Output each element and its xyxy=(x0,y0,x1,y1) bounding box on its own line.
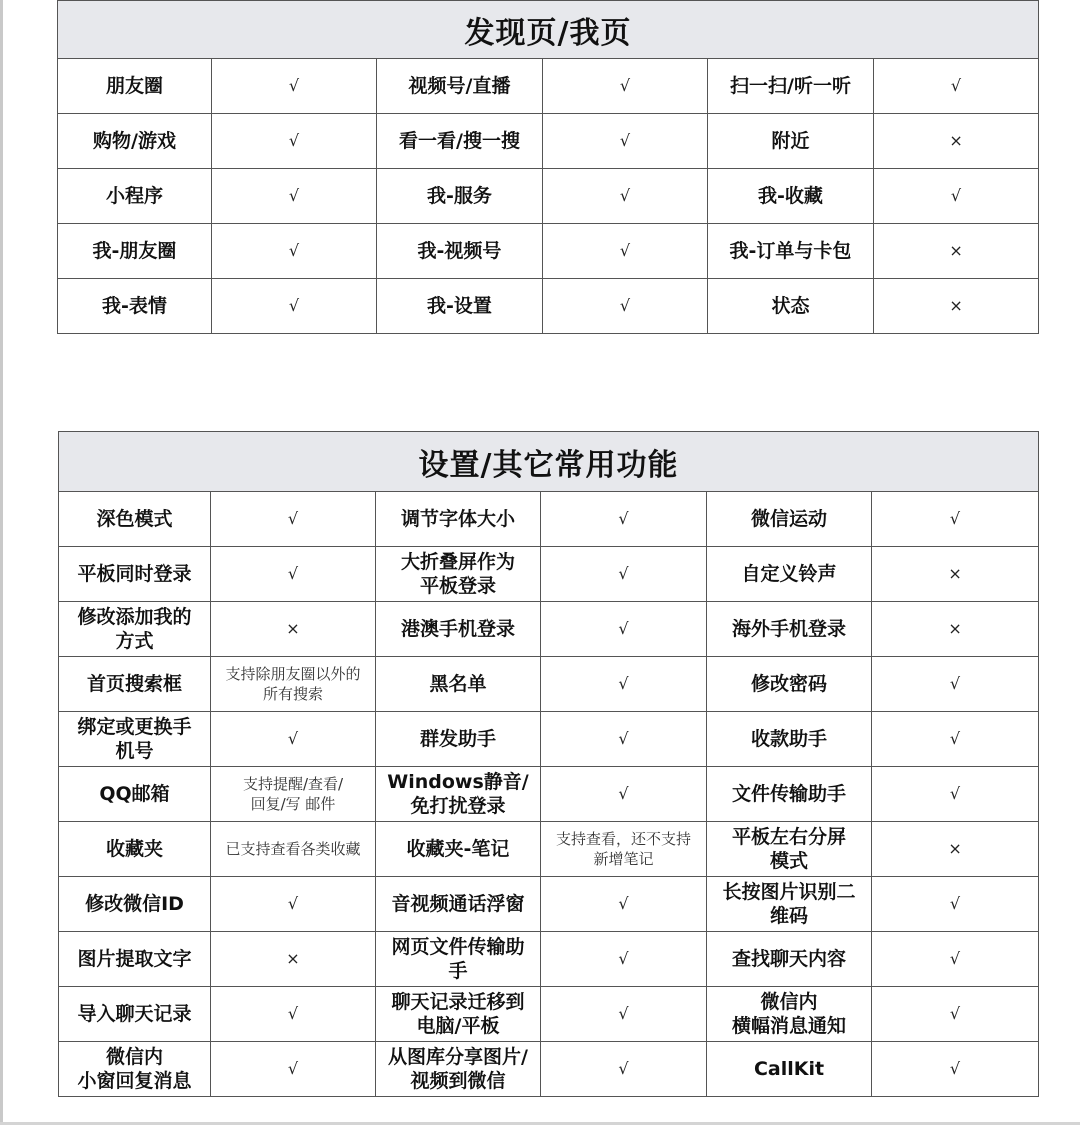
feature-name: 收款助手 xyxy=(707,712,872,767)
feature-name: 购物/游戏 xyxy=(58,114,212,169)
table-row xyxy=(59,987,1039,1042)
table-row xyxy=(59,1042,1039,1097)
feature-name: 绑定或更换手 机号 xyxy=(59,712,211,767)
feature-name: 音视频通话浮窗 xyxy=(376,877,541,932)
feature-name: 微信运动 xyxy=(707,492,872,547)
feature-name: 聊天记录迁移到 电脑/平板 xyxy=(376,987,541,1042)
feature-name: 深色模式 xyxy=(59,492,211,547)
feature-name: 平板同时登录 xyxy=(59,547,211,602)
unsupported-mark: × xyxy=(874,279,1039,334)
feature-name: 我-朋友圈 xyxy=(58,224,212,279)
feature-name: 导入聊天记录 xyxy=(59,987,211,1042)
feature-name: 港澳手机登录 xyxy=(376,602,541,657)
unsupported-mark: × xyxy=(211,602,376,657)
supported-mark: √ xyxy=(211,987,376,1042)
supported-mark: √ xyxy=(872,657,1039,712)
feature-name: 黑名单 xyxy=(376,657,541,712)
feature-name: 我-服务 xyxy=(377,169,543,224)
feature-name: 扫一扫/听一听 xyxy=(708,59,874,114)
feature-name: 微信内 小窗回复消息 xyxy=(59,1042,211,1097)
feature-name: 大折叠屏作为 平板登录 xyxy=(376,547,541,602)
support-note: 支持除朋友圈以外的 所有搜索 xyxy=(211,657,376,712)
table-row xyxy=(59,932,1039,987)
supported-mark: √ xyxy=(211,877,376,932)
supported-mark: √ xyxy=(211,1042,376,1097)
supported-mark: √ xyxy=(541,547,707,602)
feature-name: 从图库分享图片/ 视频到微信 xyxy=(376,1042,541,1097)
supported-mark: √ xyxy=(212,279,377,334)
table-row xyxy=(58,169,1039,224)
supported-mark: √ xyxy=(541,932,707,987)
unsupported-mark: × xyxy=(874,224,1039,279)
table-row xyxy=(59,822,1039,877)
supported-mark: √ xyxy=(541,767,707,822)
supported-mark: √ xyxy=(872,1042,1039,1097)
table-row xyxy=(59,547,1039,602)
supported-mark: √ xyxy=(211,712,376,767)
feature-name: 小程序 xyxy=(58,169,212,224)
table-title: 发现页/我页 xyxy=(58,1,1039,59)
supported-mark: √ xyxy=(541,877,707,932)
support-note: 支持提醒/查看/ 回复/写 邮件 xyxy=(211,767,376,822)
table-title-row xyxy=(59,432,1039,492)
table-row xyxy=(58,114,1039,169)
feature-name: 看一看/搜一搜 xyxy=(377,114,543,169)
supported-mark: √ xyxy=(211,492,376,547)
supported-mark: √ xyxy=(212,224,377,279)
feature-name: 修改添加我的 方式 xyxy=(59,602,211,657)
supported-mark: √ xyxy=(872,712,1039,767)
feature-name: 调节字体大小 xyxy=(376,492,541,547)
feature-name: 查找聊天内容 xyxy=(707,932,872,987)
support-note: 支持查看，还不支持 新增笔记 xyxy=(541,822,707,877)
supported-mark: √ xyxy=(872,987,1039,1042)
feature-name: 修改密码 xyxy=(707,657,872,712)
feature-name: QQ邮箱 xyxy=(59,767,211,822)
table-row xyxy=(59,602,1039,657)
supported-mark: √ xyxy=(872,767,1039,822)
feature-name: 我-订单与卡包 xyxy=(708,224,874,279)
supported-mark: √ xyxy=(874,169,1039,224)
feature-name: 收藏夹-笔记 xyxy=(376,822,541,877)
feature-name: 朋友圈 xyxy=(58,59,212,114)
supported-mark: √ xyxy=(212,114,377,169)
feature-name: 状态 xyxy=(708,279,874,334)
table-row xyxy=(58,279,1039,334)
feature-name: CallKit xyxy=(707,1042,872,1097)
supported-mark: √ xyxy=(541,1042,707,1097)
supported-mark: √ xyxy=(543,59,708,114)
table-title-row xyxy=(58,1,1039,59)
feature-name: 修改微信ID xyxy=(59,877,211,932)
unsupported-mark: × xyxy=(211,932,376,987)
feature-name: 我-收藏 xyxy=(708,169,874,224)
feature-name: 自定义铃声 xyxy=(707,547,872,602)
supported-mark: √ xyxy=(541,602,707,657)
supported-mark: √ xyxy=(543,279,708,334)
feature-name: 视频号/直播 xyxy=(377,59,543,114)
table-row xyxy=(59,657,1039,712)
table-row xyxy=(58,59,1039,114)
feature-name: 文件传输助手 xyxy=(707,767,872,822)
discover-me-feature-table xyxy=(57,0,1039,334)
feature-name: 收藏夹 xyxy=(59,822,211,877)
feature-name: 图片提取文字 xyxy=(59,932,211,987)
table-row xyxy=(59,877,1039,932)
supported-mark: √ xyxy=(212,169,377,224)
settings-other-feature-table xyxy=(58,431,1039,1097)
unsupported-mark: × xyxy=(872,547,1039,602)
supported-mark: √ xyxy=(543,169,708,224)
table-row xyxy=(59,712,1039,767)
feature-name: 我-表情 xyxy=(58,279,212,334)
supported-mark: √ xyxy=(543,114,708,169)
supported-mark: √ xyxy=(541,987,707,1042)
feature-name: 微信内 横幅消息通知 xyxy=(707,987,872,1042)
feature-name: 首页搜索框 xyxy=(59,657,211,712)
feature-name: 海外手机登录 xyxy=(707,602,872,657)
feature-name: 附近 xyxy=(708,114,874,169)
feature-name: 我-视频号 xyxy=(377,224,543,279)
feature-name: 群发助手 xyxy=(376,712,541,767)
supported-mark: √ xyxy=(212,59,377,114)
supported-mark: √ xyxy=(541,657,707,712)
feature-name: 长按图片识别二 维码 xyxy=(707,877,872,932)
supported-mark: √ xyxy=(211,547,376,602)
supported-mark: √ xyxy=(872,492,1039,547)
feature-name: 网页文件传输助 手 xyxy=(376,932,541,987)
supported-mark: √ xyxy=(872,877,1039,932)
unsupported-mark: × xyxy=(874,114,1039,169)
table-row xyxy=(59,767,1039,822)
page-left-border xyxy=(0,0,3,1125)
supported-mark: √ xyxy=(872,932,1039,987)
table-row xyxy=(59,492,1039,547)
unsupported-mark: × xyxy=(872,602,1039,657)
supported-mark: √ xyxy=(543,224,708,279)
feature-name: 我-设置 xyxy=(377,279,543,334)
support-note: 已支持查看各类收藏 xyxy=(211,822,376,877)
table-row xyxy=(58,224,1039,279)
supported-mark: √ xyxy=(541,712,707,767)
unsupported-mark: × xyxy=(872,822,1039,877)
supported-mark: √ xyxy=(874,59,1039,114)
table-title: 设置/其它常用功能 xyxy=(59,432,1039,492)
supported-mark: √ xyxy=(541,492,707,547)
feature-name: 平板左右分屏 模式 xyxy=(707,822,872,877)
feature-name: Windows静音/ 免打扰登录 xyxy=(376,767,541,822)
